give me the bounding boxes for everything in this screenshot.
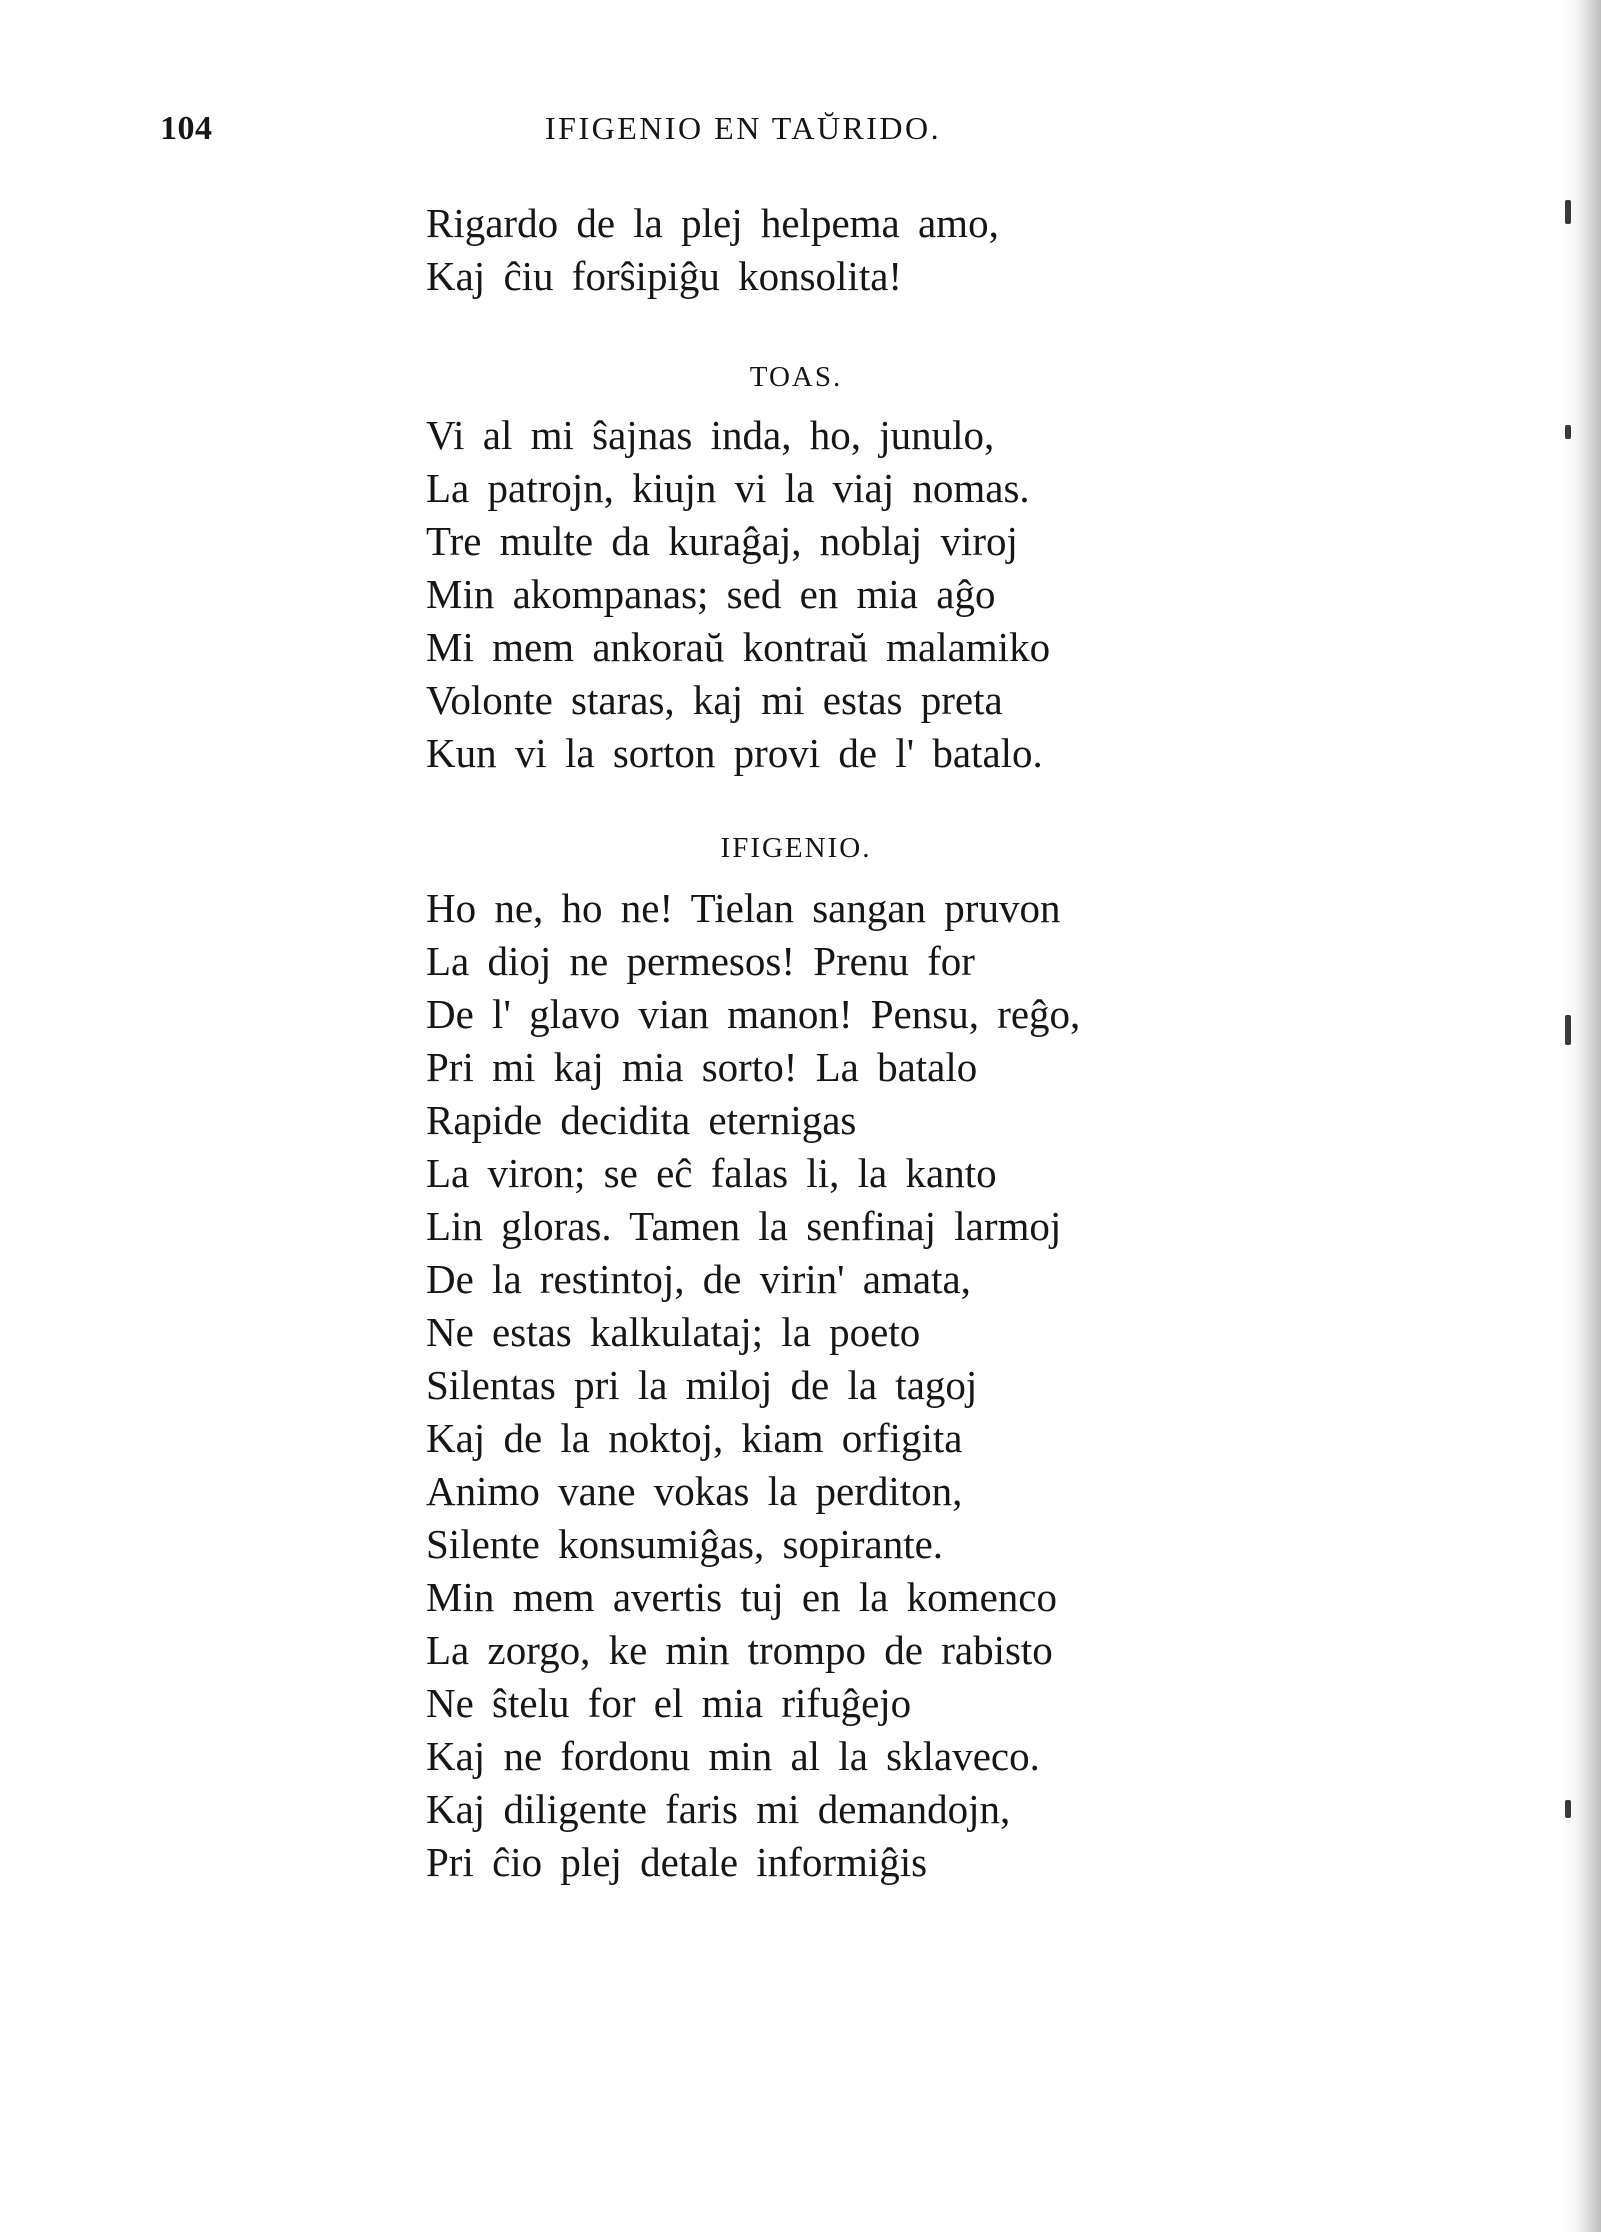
verse-line: Rigardo de la plej helpema amo, <box>426 200 999 246</box>
scan-speck <box>1565 425 1571 439</box>
verse-line: Ho ne, ho ne! Tielan sangan pruvon <box>426 885 1061 931</box>
scan-page-edge <box>1563 0 1601 2232</box>
verse-line: Min akompanas; sed en mia aĝo <box>426 571 996 617</box>
verse-line: Rapide decidita eternigas <box>426 1097 857 1143</box>
verse-line: Kaj ne fordonu min al la sklaveco. <box>426 1733 1040 1779</box>
verse-line: Silentas pri la miloj de la tagoj <box>426 1362 978 1408</box>
scan-speck <box>1565 1015 1571 1045</box>
verse-line: La dioj ne permesos! Prenu for <box>426 938 975 984</box>
verse-line: De l' glavo vian manon! Pensu, reĝo, <box>426 991 1081 1037</box>
verse-line: Vi al mi ŝajnas inda, ho, junulo, <box>426 412 995 458</box>
verse-line: Mi mem ankoraŭ kontraŭ malamiko <box>426 624 1051 670</box>
verse-line: Volonte staras, kaj mi estas preta <box>426 677 1003 723</box>
verse-line: Pri mi kaj mia sorto! La batalo <box>426 1044 978 1090</box>
verse-line: Ne estas kalkulataj; la poeto <box>426 1309 921 1355</box>
running-title: IFIGENIO EN TAŬRIDO. <box>545 110 942 146</box>
page-header <box>0 110 1601 155</box>
verse-line: La viron; se eĉ falas li, la kanto <box>426 1150 997 1196</box>
verse-line: Tre multe da kuraĝaj, noblaj viroj <box>426 518 1018 564</box>
verse-line: La zorgo, ke min trompo de rabisto <box>426 1627 1053 1673</box>
verse-line: Kaj de la noktoj, kiam orfigita <box>426 1415 963 1461</box>
verse-line: Pri ĉio plej detale informiĝis <box>426 1839 928 1885</box>
opening-lines <box>426 197 1426 303</box>
verse-line: Kaj ĉiu forŝipiĝu konsolita! <box>426 253 903 299</box>
verse-line: Ne ŝtelu for el mia rifuĝejo <box>426 1680 912 1726</box>
verse-line: La patrojn, kiujn vi la viaj nomas. <box>426 465 1030 511</box>
verse-line: Silente konsumiĝas, sopirante. <box>426 1521 944 1567</box>
page-number: 104 <box>160 110 213 147</box>
speaker-name: IFIGENIO. <box>720 832 872 864</box>
verse-line: Animo vane vokas la perditon, <box>426 1468 963 1514</box>
speech-toas <box>426 409 1426 780</box>
verse-line: Lin gloras. Tamen la senfinaj larmoj <box>426 1203 1062 1249</box>
speaker-name: TOAS. <box>749 361 843 393</box>
verse-line: Min mem avertis tuj en la komenco <box>426 1574 1057 1620</box>
speech-ifigenio <box>426 882 1426 1889</box>
text-block <box>426 197 1426 1889</box>
verse-line: Kun vi la sorton provi de l' batalo. <box>426 730 1043 776</box>
verse-line: De la restintoj, de virin' amata, <box>426 1256 971 1302</box>
scan-speck <box>1565 1800 1571 1818</box>
scan-speck <box>1565 200 1571 224</box>
verse-line: Kaj diligente faris mi demandojn, <box>426 1786 1011 1832</box>
